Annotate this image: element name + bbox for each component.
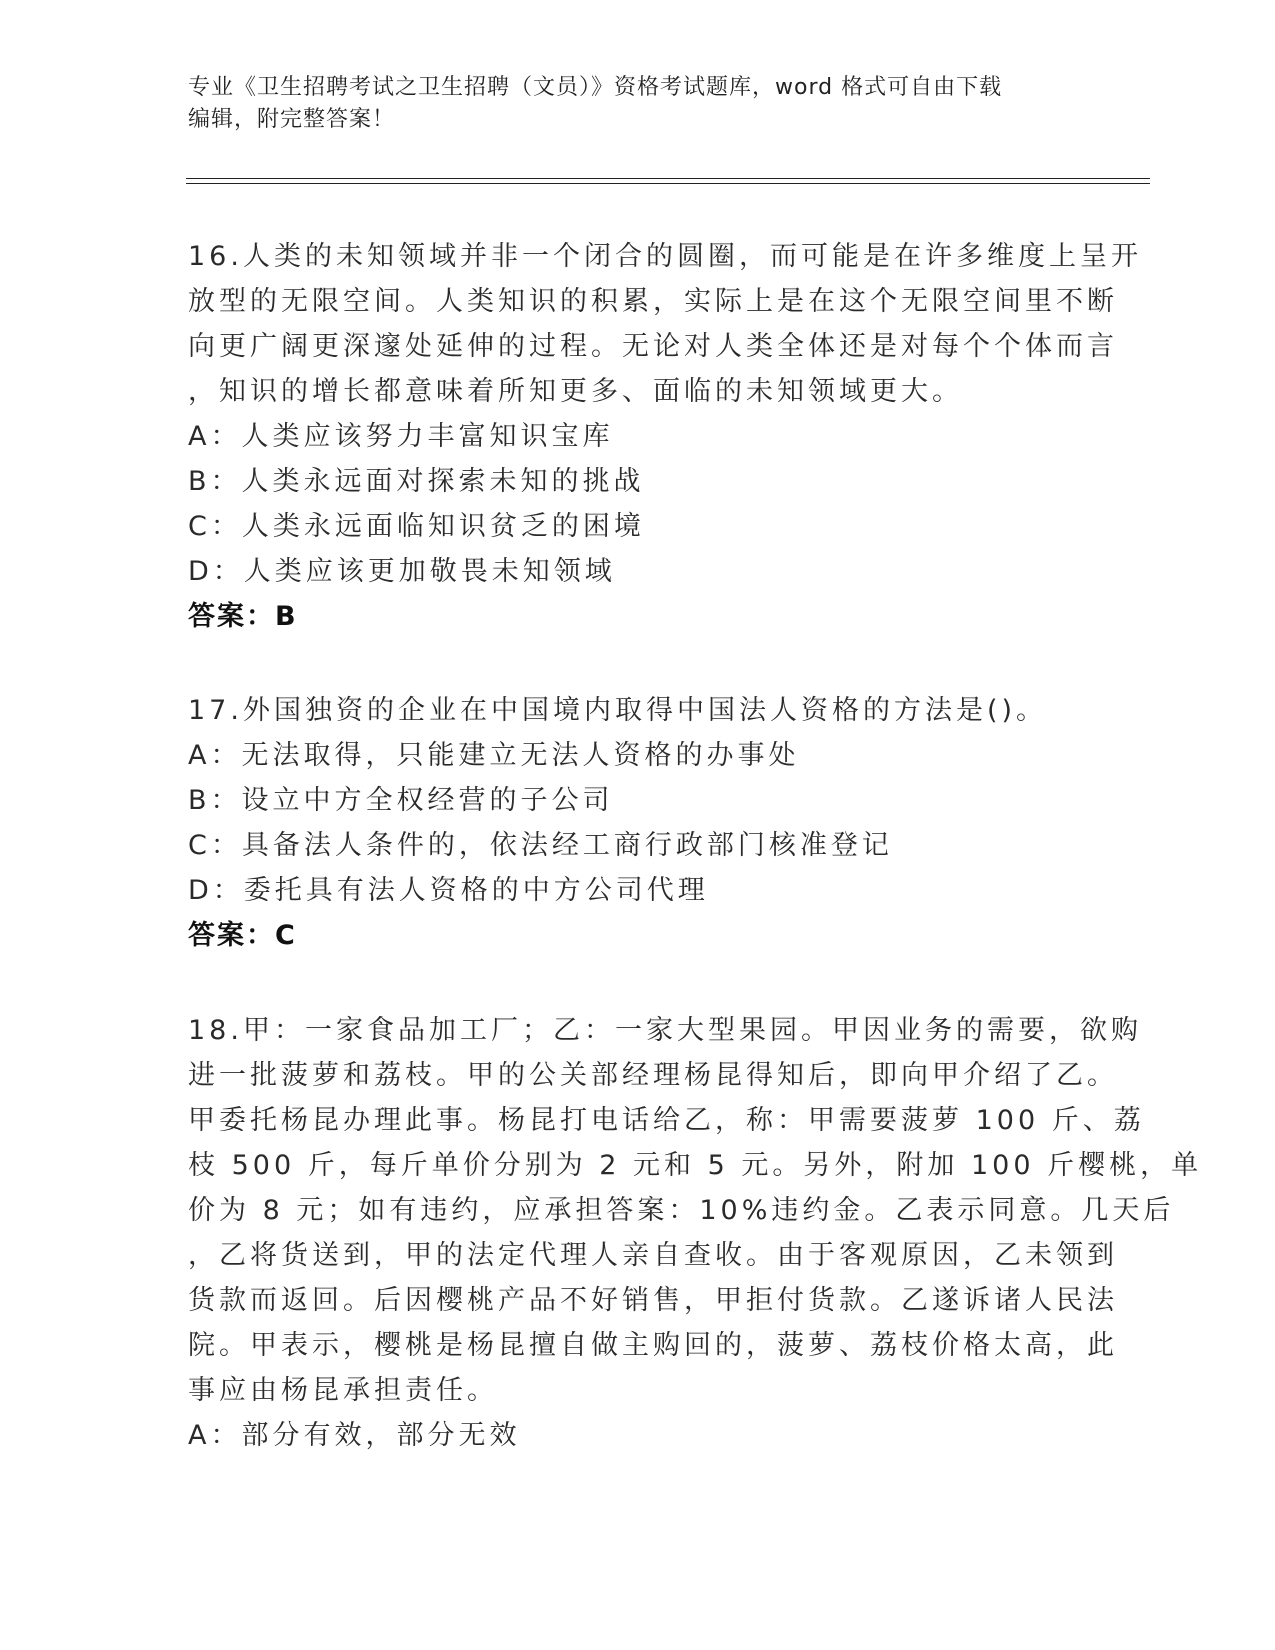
header-divider [186, 183, 1150, 184]
question-stem-line: 18.甲：一家食品加工厂；乙：一家大型果园。甲因业务的需要，欲购 [188, 1015, 1142, 1046]
option-a: A：部分有效，部分无效 [188, 1420, 521, 1451]
question-stem-line: 货款而返回。后因樱桃产品不好销售，甲拒付货款。乙遂诉诸人民法 [188, 1285, 1118, 1316]
question-stem-line: 放型的无限空间。人类知识的积累，实际上是在这个无限空间里不断 [188, 286, 1118, 317]
option-c: C：具备法人条件的，依法经工商行政部门核准登记 [188, 830, 893, 861]
answer-label: 答案：B [188, 601, 298, 632]
option-a: A：人类应该努力丰富知识宝库 [188, 421, 614, 452]
question-stem-line: ，乙将货送到，甲的法定代理人亲自查收。由于客观原因，乙未领到 [188, 1240, 1118, 1271]
question-16 [188, 234, 1142, 639]
question-stem-line: 枝 500 斤，每斤单价分别为 2 元和 5 元。另外，附加 100 斤樱桃，单 [188, 1150, 1203, 1181]
question-stem-line: 17.外国独资的企业在中国境内取得中国法人资格的方法是()。 [188, 695, 1048, 726]
option-a: A：无法取得，只能建立无法人资格的办事处 [188, 740, 800, 771]
question-stem-line: 事应由杨昆承担责任。 [188, 1375, 498, 1406]
question-stem-line: 16.人类的未知领域并非一个闭合的圆圈，而可能是在许多维度上呈开 [188, 241, 1142, 272]
header-line: 专业《卫生招聘考试之卫生招聘（文员）》资格考试题库，word 格式可自由下载 [188, 75, 1003, 100]
option-b: B：人类永远面对探索未知的挑战 [188, 466, 645, 497]
question-17 [188, 688, 1088, 958]
question-18 [188, 1008, 1203, 1458]
question-stem-line: 甲委托杨昆办理此事。杨昆打电话给乙，称：甲需要菠萝 100 斤、荔 [188, 1105, 1145, 1136]
question-stem-line: 向更广阔更深邃处延伸的过程。无论对人类全体还是对每个个体而言 [188, 331, 1118, 362]
question-stem-line: 进一批菠萝和荔枝。甲的公关部经理杨昆得知后，即向甲介绍了乙。 [188, 1060, 1118, 1091]
answer-label: 答案：C [188, 920, 297, 951]
option-d: D：人类应该更加敬畏未知领域 [188, 556, 616, 587]
question-stem-line: 院。甲表示，樱桃是杨昆擅自做主购回的，菠萝、荔枝价格太高，此 [188, 1330, 1118, 1361]
header-line: 编辑，附完整答案！ [188, 107, 396, 132]
option-d: D：委托具有法人资格的中方公司代理 [188, 875, 709, 906]
option-b: B：设立中方全权经营的子公司 [188, 785, 614, 816]
question-stem-line: ，知识的增长都意味着所知更多、面临的未知领域更大。 [188, 376, 963, 407]
document-header [188, 72, 1088, 136]
header-divider [186, 178, 1150, 179]
option-c: C：人类永远面临知识贫乏的困境 [188, 511, 645, 542]
question-stem-line: 价为 8 元；如有违约，应承担答案：10%违约金。乙表示同意。几天后 [188, 1195, 1175, 1226]
